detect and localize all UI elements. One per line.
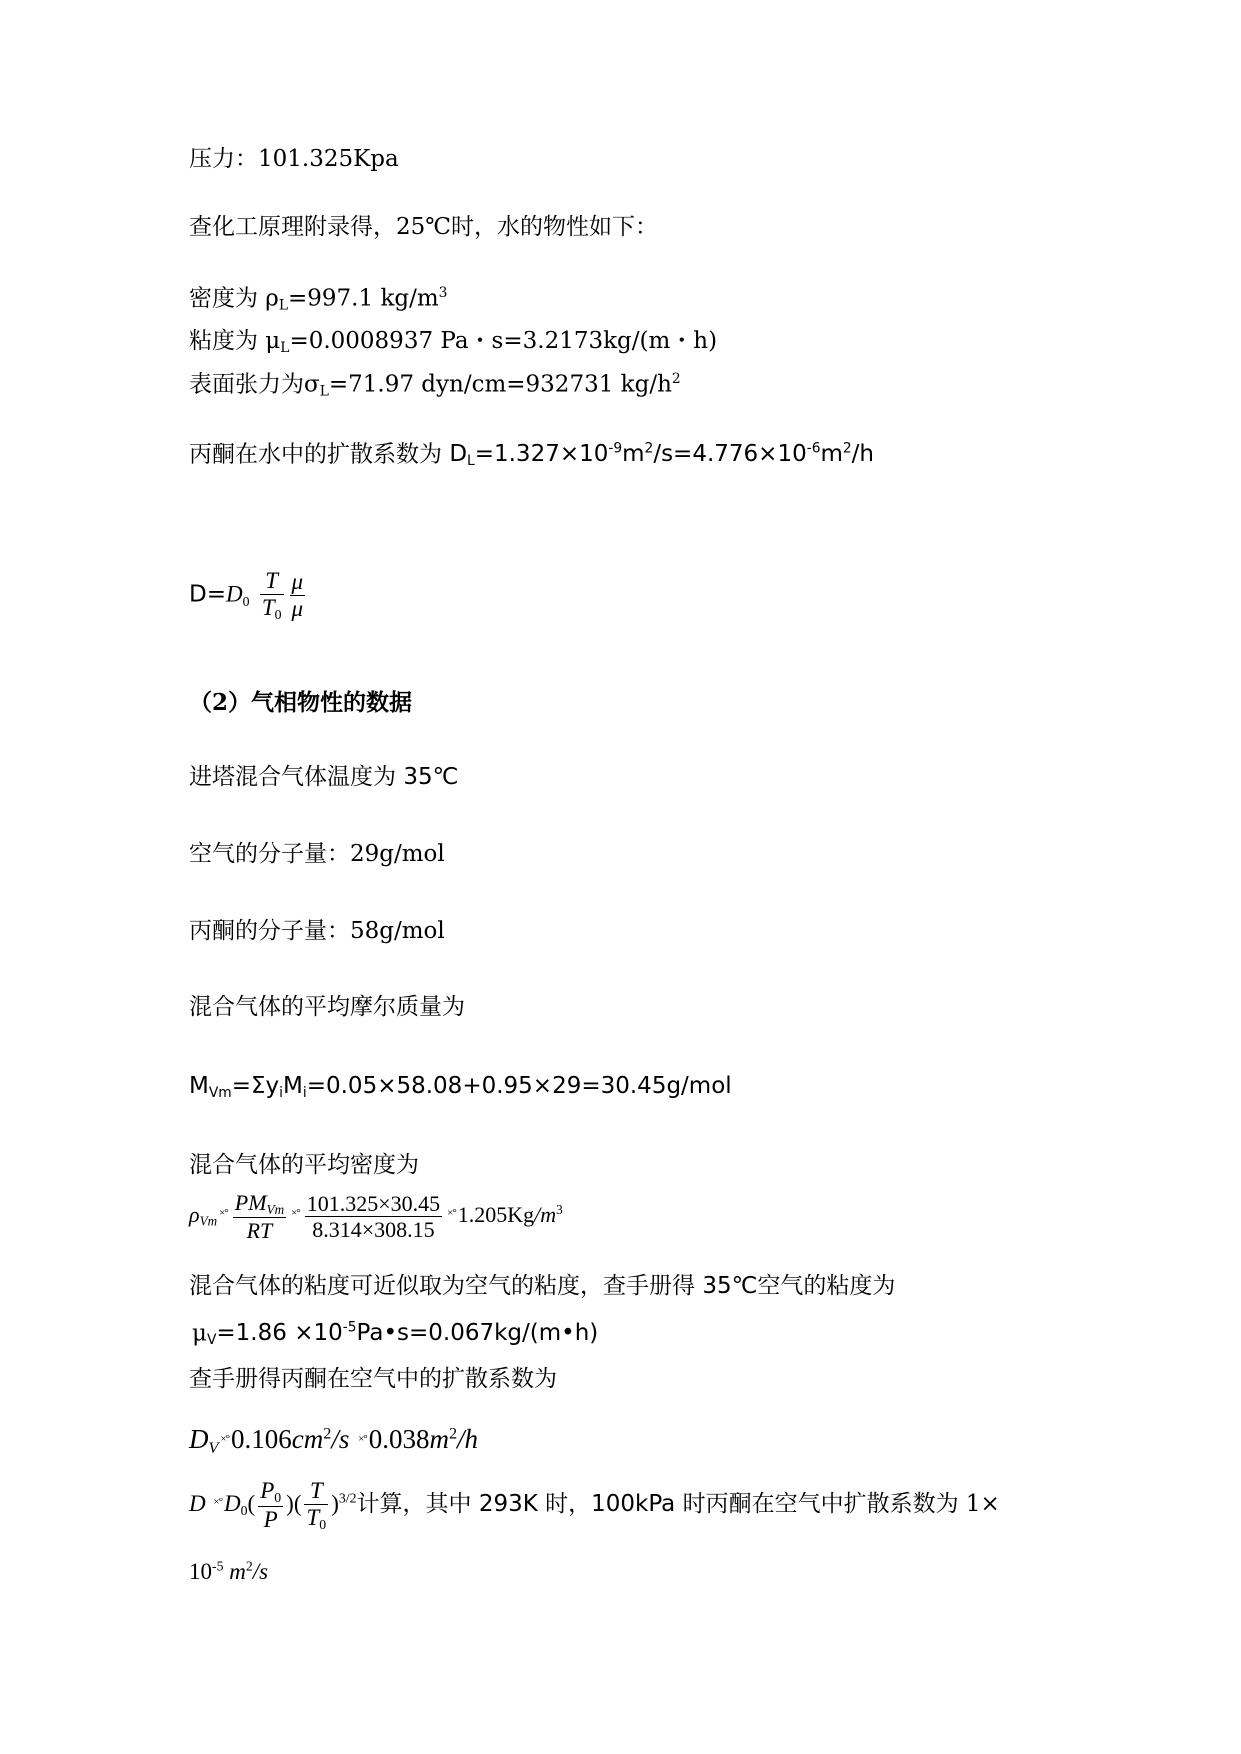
air-mw-line: 空气的分子量：29g/mol (189, 841, 445, 867)
density-prefix: 密度为 ρ (189, 285, 279, 312)
acetone-mw-line: 丙酮的分子量：58g/mol (189, 918, 445, 944)
avg-density-title: 混合气体的平均密度为 (189, 1152, 419, 1178)
d-formula-mu-fraction (290, 569, 306, 623)
mu-denominator: μ (291, 596, 304, 622)
density-sup: 3 (438, 285, 448, 301)
gas-temp-value: 35℃ (403, 764, 459, 790)
pressure-line: 压力：101.325Kpa (189, 146, 399, 172)
lookup-line: 查化工原理附录得，25℃时，水的物性如下： (189, 214, 658, 240)
diffusion-exp2: 2 (644, 441, 654, 457)
avg-density-formula: $\rho_{Vm}^{\times^\circ}$ $\frac{PM_{Vm}}{RT}$ ×° $\frac{101.325\times 30.45}{8.314\times 308.15}$ $^{\times^\circ}1.205Kg/m^3$ (189, 1190, 563, 1244)
gas-temp-text: 进塔混合气体温度为 (189, 764, 404, 790)
density-line (189, 285, 447, 314)
diffusion-symbol: D (449, 441, 468, 468)
tension-value: =71.97 dyn/cm=932731 kg/h (328, 371, 672, 398)
avg-density-result: 1.205Kg (457, 1201, 535, 1227)
viscosity-gas-value: Pa•s=0.067kg/(m•h) (356, 1320, 599, 1347)
viscosity-sub: L (280, 340, 290, 357)
d-formula-t-fraction (260, 568, 284, 623)
avg-molar-sub: Vm (208, 1085, 232, 1102)
numeric-fraction: $\frac{101.325\times 30.45}{8.314\times 308.15}$ (306, 1190, 441, 1243)
diffusion-part5: /h (851, 441, 874, 468)
avg-molar-title: 混合气体的平均摩尔质量为 (189, 994, 465, 1020)
dv-value-cm: 0.106 (231, 1424, 292, 1454)
d-formula (189, 568, 308, 623)
diff-air-title: 查手册得丙酮在空气中的扩散系数为 (189, 1366, 557, 1392)
diffusion-line (189, 441, 874, 470)
diffusion-prefix: 丙酮在水中的扩散系数为 (189, 441, 450, 468)
t-t0-fraction: $\frac{T}{T_0}$ (306, 1478, 327, 1533)
gas-temp-line (189, 764, 458, 792)
d-formula-lhs: D= (189, 581, 226, 608)
t-denominator: $T_0$ (261, 595, 282, 623)
diffusion-part4: m (820, 441, 843, 468)
tension-line (189, 371, 681, 400)
viscosity-prefix: 粘度为 μ (189, 328, 281, 354)
t-numerator: T (260, 568, 284, 595)
mu-numerator: μ (290, 569, 306, 596)
diffusion-exp1: -9 (608, 441, 623, 457)
diffusion-part1: =1.327×10 (474, 441, 609, 468)
viscosity-gas-title: 混合气体的粘度可近似取为空气的粘度，查手册得 35℃空气的粘度为 (189, 1273, 896, 1299)
tension-prefix: 表面张力为σ (189, 371, 320, 398)
last-line: $10^{-5}$ $m^2/s$ (189, 1558, 269, 1584)
gas-heading: （2）气相物性的数据 (189, 689, 413, 716)
avg-molar-value: =0.05×58.08+0.95×29=30.45g/mol (306, 1073, 732, 1099)
density-value: =997.1 kg/m (288, 285, 439, 312)
diffusion-part2: m (622, 441, 645, 468)
d2-formula: D $^{\times^\circ}D_0$( $\frac{P_0}{P}$ )( $\frac{T}{T_0}$ )$^{3/2}$计算，其中 293K 时，100kPa 时丙酮在空气中扩散系数为 1× (189, 1478, 1000, 1533)
diffusion-part3: /s=4.776×10 (653, 441, 807, 468)
dv-formula: $D_V$ $^{\times^\circ}0.106cm^2/s$ $^{\times^\circ}0.038m^2/h$ (189, 1424, 479, 1457)
d-formula-d0: D (225, 581, 243, 607)
tension-sup: 2 (671, 371, 681, 387)
diffusion-exp3: -6 (806, 441, 821, 457)
viscosity-line (189, 328, 717, 357)
rho-symbol: ρ (189, 1201, 200, 1227)
p0-p-fraction: $\frac{P_0}{P}$ (260, 1478, 282, 1532)
tension-sub: L (319, 383, 329, 400)
diffusion-sub: L (467, 453, 475, 470)
equals-mark: ×° (219, 1206, 228, 1219)
pm-rt-fraction: $\frac{PM_{Vm}}{RT}$ (234, 1190, 285, 1244)
density-sub: L (278, 297, 289, 314)
d-formula-d0-sub: 0 (242, 593, 250, 609)
viscosity-gas-line: $\mu_V=1.86$ $\times 10^{-5}Pa•s=0.067kg/(m•h)$ (192, 1320, 599, 1349)
viscosity-value: =0.0008937 Pa・s=3.2173kg/(m・h) (289, 328, 718, 354)
avg-molar-line: $M_{Vm}=\Sigma y_iM_i=0.05\times 58.08+0.95\times 29=30.45g$/mol (189, 1073, 732, 1102)
diffusion-exp4: 2 (842, 441, 852, 457)
dv-value-m: 0.038 (368, 1424, 430, 1454)
